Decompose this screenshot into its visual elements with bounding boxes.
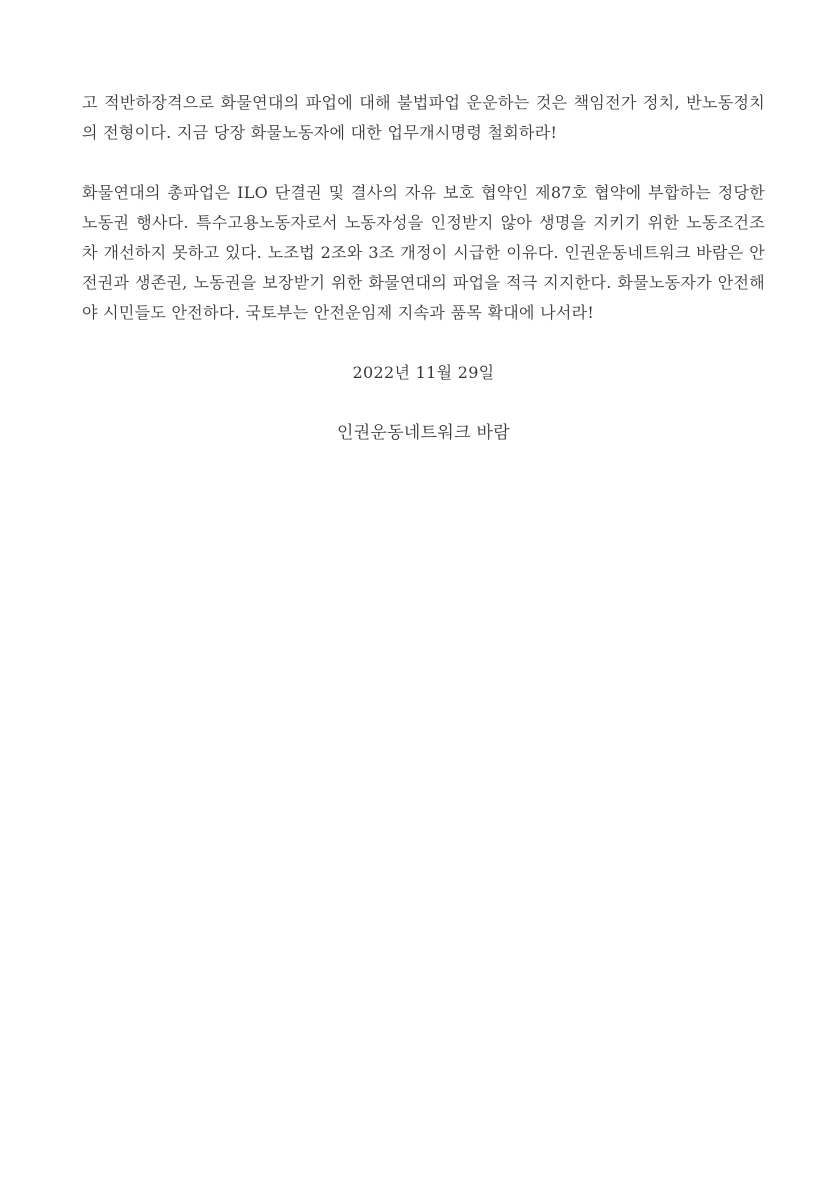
statement-paragraph-1: 고 적반하장격으로 화물연대의 파업에 대해 불법파업 운운하는 것은 책임전가 정치, 반노동정치의 전형이다. 지금 당장 화물노동자에 대한 업무개시명령 철회하라! [82,93,765,142]
statement-signature: 인권운동네트워크 바람 [337,423,510,443]
statement-date: 2022년 11월 29일 [352,363,495,382]
statement-paragraph-2: 화물연대의 총파업은 ILO 단결권 및 결사의 자유 보호 협약인 제87호 협약에 부합하는 정당한 노동권 행사다. 특수고용노동자로서 노동자성을 인정받지 않아 생명을 지키기 위한 노동조건조차 개선하지 못하고 있다. 노조법 2조와 3조 개정이 시급한 이유다. 인권운동네트워크 바람은 안전권과 생존권, 노동권을 보장받기 위한 화물연대의 파업을 적극 지지한다. 화물노동자가 안전해야 시민들도 안전하다. 국토부는 안전운임제 지속과 품목 확대에 나서라! [82,183,765,322]
